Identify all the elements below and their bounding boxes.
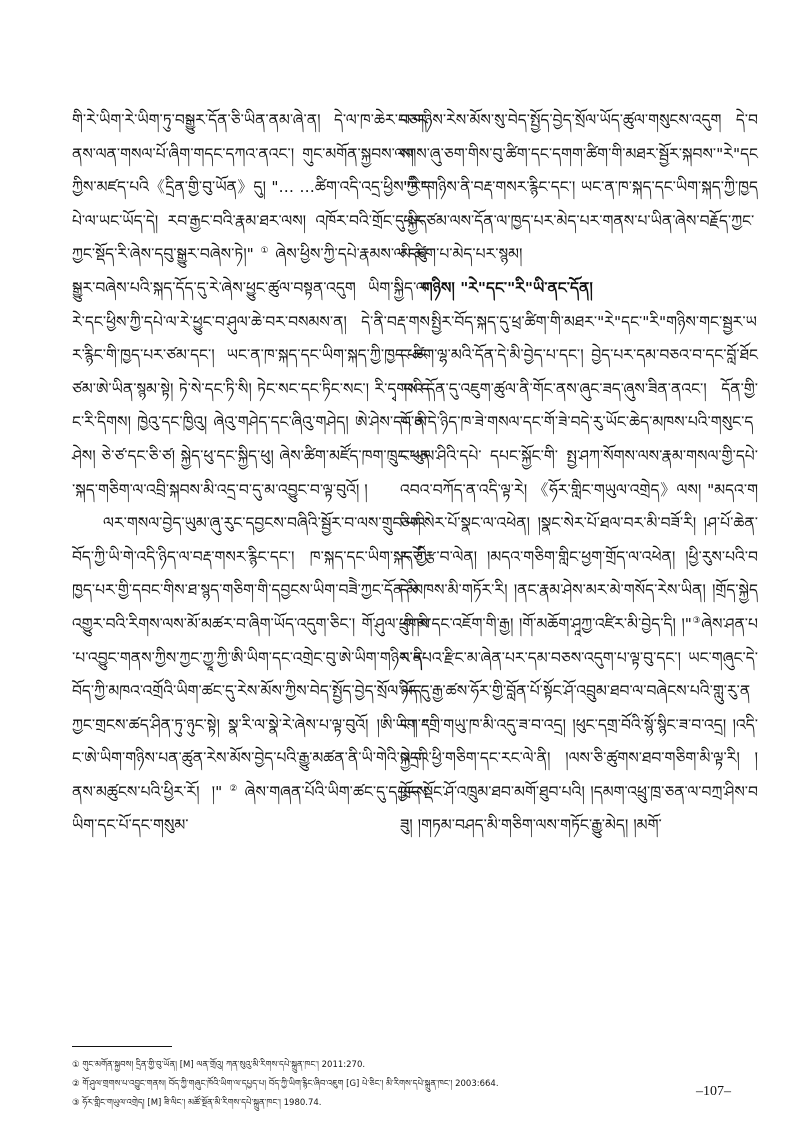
- paragraph-text: པ་གཉིས་རེས་མོས་སུ་བེད་སྤྱོད་བྱེད་སྲོལ་ཡོད་ཚུལ་གསུངས་འདུག དེ་བས། ཞུ་ཅག་གིས་བུ་ཚིག་དང་དགག་ཚིག་གི་མཐར་སྦྱོར་སྐབས་"རེ"དང་"རི"གཉིས་ནི་བརྡ་གསར་རྙིང་དང་། ཡང་ན་ཁ་སྐད་དང་ཡིག་སྐད་ཀྱི་ཁྱད་པར་ཙམ་ལས་དོན་ལ་ཁྱད་པར་མེད་པར་གནས་པ་ཡིན་ཞེས་བརྗོད་ཀྱང་མི་ཚིག་པ་མེད་པར་སྙམ།: [400, 111, 758, 264]
- paragraph-text: ཞེས་ཕྱིས་ཀྱི་དཔེ་རྣམས་ལ་དབུ་སྒྱུར་བཞེས་པའི་སྐད་དོད་དུ་རེ་ཞེས་ཕྱུང་ཚུལ་བསྟན་འདུག ཡིག་སྐྱིད་ལ་རེ་དང་ཕྱིས་ཀྱི་དཔེ་ལ་རེ་ཕྱུང་བ་ཤུལ་ཆེ་བར་བསམས་ན། དེ་ནི་བརྡ་གསར་རྙིང་གི་ཁྱད་པར་ཙམ་དང་། ཡང་ན་ཁ་སྐད་དང་ཡིག་སྐད་ཀྱི་ཁྱད་པར་ཙམ་ཨེ་ཡིན་སྙམ་སྟེ། ཏེ་སེ་དང་ཏི་སི། ཏེང་སང་དང་ཏིང་སང་། རི་དྭགས་དང་རི་དིགས། ཁྱེའུ་དང་ཁྱིའུ། ཞེའུ་གཤེད་དང་ཞིའུ་གཤེད། ཨེ་ཤེས་དང་ཨི་ཤེས། ཅེ་ཙ་དང་ཅི་ཙ། སྐྱེད་ཕུ་དང་སྐྱིད་ཕུ། ཞེས་ཚིག་མཛོད་ཁག་ཁྲུང་ཕན་སྐད་གཅིག་ལ་འབྲི་སྐབས་མི་འདྲ་བ་དུ་མ་འབྱུང་བ་ལྟ་བུའོ། །: [72, 245, 430, 499]
- paragraph: [400, 104, 758, 272]
- paragraph: [72, 104, 430, 507]
- paragraph: [72, 507, 430, 843]
- footnote-marker[interactable]: ①: [253, 246, 276, 257]
- right-column: [400, 104, 758, 843]
- footnote-divider: [72, 1046, 172, 1047]
- section-heading: གཉིས། "རེ"དང་"རི"ཡི་ནང་དོན།: [421, 278, 593, 297]
- footnote-marker[interactable]: ②: [222, 783, 245, 794]
- left-column: [72, 104, 430, 843]
- page-number: –107–: [696, 1084, 731, 1099]
- paragraph-text: གི་རེ་ཡིག་རེ་ཡིག་ཏུ་བསྒྱུར་དོན་ཅི་ཡིན་ནམ་ཞེ་ན། དེ་ལ་ཁ་ཆེར་བཅད་ནས་ལན་གསལ་པོ་ཞིག་གདང་དཀའ་ནའང་། གུང་མགོན་སྐྱབས་ལགས་ཀྱིས་མཛད་པའི《དྲིན་གྱི་བུ་ཡོན》དུ། "… …ཚིག་འདི་འདྲ་ཕྱིས་ཀྱི་དཔེ་ལ་ཡང་ཡོད་དེ། རབ་རྒྱང་བའི་རྣམ་ཐར་ལས། འཁོར་བའི་གྲོང་དུ་སྐྱིད་ཀྱང་སྡོད་རི་ཞེས་དབུ་སྒྱུར་བཞེས་ཏེ།": [72, 111, 430, 264]
- paragraph-text: སྤྱིར་བོད་སྐད་དུ་ཕྲ་ཚིག་གི་མཐར་"རེ"དང་"རི"གཉིས་གང་སྦྱར་ཡང་ཚིག་ལྷ་མའི་དོན་དེ་མི་བྱེད་པ་དང་། བྱེད་པར་དམ་བཅའ་བ་དང་བློ་ཐོང་བའི་དོན་དུ་འཇུག་ཚུལ་ནི་གོང་ནས་ཞུང་ཟད་ཞུས་ཟིན་ནའང་། དོན་གྱི་གོ་ན་དེ་ཉིད་ཁ་ཟེ་གསལ་དང་གོ་ཟེ་བདེ་རུ་ཡོང་ཆེད་མཁས་པའི་གསུང་དང་ཡུལ་ཤིའི་དཔེ་ དཔང་སྐྱོང་གི་ སྤྱ་ཤཀ་སོགས་ལས་རྣམ་གསལ་གྱི་དཔེ་འབའ་བཀོད་ན་འདི་ལྟ་རེ། 《ཧོར་གླིང་གཡུལ་འགྲེད》ལས། "མདའ་གཅིག་སེར་པོ་སྣང་ལ་འཕེན། །སྣང་སེར་པོ་ཐལ་བར་མི་བཟོ་རི། །ཤ་པོ་ཆེན་ར་ཅོ་རྩ་བ་ལེན། །མདའ་གཅིག་གླིང་ཕྱག་གྲོད་ལ་འཕེན། །ཕྱི་རུས་པའི་བདེ་མཁས་མི་གཏོར་རི། །ནང་རྣམ་ཤེས་མར་མེ་གསོད་རེས་ཡིན། །གྲོད་སྐྱེད་གི་མི་དང་འཇོག་གི་རྒྱ། །གོ་མཆོག་ཤཱཀྱ་འཛིར་མི་བྱེད་དི། །": [400, 312, 758, 633]
- footnote-marker[interactable]: ③: [691, 615, 702, 626]
- paragraph-text: ཞེས་ཤན་པར་དཔའ་རྫིང་མ་ཞེན་པར་དམ་བཅས་འདུག་པ་ལྟ་བུ་དང་། ཡང་གཞུང་དེ་ཉིད་དུ་རྒྱ་ཚས་ཧོར་གྱི་བློན་པོ་སྟོང་ཤོ་འབྲུམ་ཐབ་ལ་བཞེངས་པའི་གླུ་རུ་ནང་། "གྲི་གཡུ་ཁ་མི་འདུ་ཟ་བ་འདྲ། །ཕུང་དགྲ་བོའི་སྙོ་སྙིང་ཟ་བ་འདྲ། །འདི་འདྲའི་ཕྱི་གཅིག་དང་རང་ལེ་ནི། །ལས་ཅི་ཚུགས་ཐབ་གཅིག་མི་ལྟ་རི། །ཁྲོད་སྡོང་ཤོ་འཁྲུམ་ཐབ་མགོ་ཐུབ་པའི། །དམག་འཕྲུ་ཁྲ་ཅན་ལ་བཀྲ་ཤིས་བཟུ། །གཏམ་བཤད་མི་གཅིག་ལས་གཏོང་རྒྱུ་མེད། །མགོ་: [400, 614, 758, 835]
- paragraph-text: ཞེས་གཞན་པོའི་ཡིག་ཚང་དུ་དབྱངས་ཡིག་དང་པོ་དང་གསུམ་: [72, 782, 430, 835]
- footnotes: [72, 1056, 732, 1113]
- paragraph-text: ལར་གསལ་བྱེད་ཡུམ་ཞུ་རུང་དབྱངས་བཞིའི་སྦྱོར་བ་ལས་གྲུབ་པའི་བོད་ཀྱི་ཡི་གེ་འདི་ཉིད་ལ་བརྡ་གསར་རྙིང་དང་། ཁ་སྐད་དང་ཡིག་སྐད་ཀྱི་ཁྱད་པར་གྱི་དབང་གིས་ཐ་སྙད་གཅིག་གི་དབྱངས་ཡིག་བཟེེ་ཀྱང་དོན་མི་འགྱུར་བའི་རིགས་ལས་མོ་མཚར་བ་ཞིག་ཡོད་འདུག་ཅིང་། གོ་ཤུལ་ཕྲུགས་པ་འབྱུང་གནས་ཀྱིས་ཀྱང་ཀྱཱ་ཀྱི་ཨི་ཡིག་དང་འགྲེང་བུ་ཨེ་ཡིག་གཉིས་ནི་བོད་ཀྱི་མཁའ་འགྲོའི་ཡིག་ཚང་དུ་རེས་མོས་ཀྱིས་བེད་སྤྱོད་བྱེད་སྲོལ་ཡོད་ཀྱང་གྲངས་ཚད་ཤིན་ཏུ་ཉུང་སྟེ། སྣ་རི་ལ་སྣེ་རེ་ཞེས་པ་ལྟ་བུའོ། །ཨི་ཡིག་དང་ཨེ་ཡིག་གཉིས་པན་ཚུན་རེས་མོས་བྱེད་པའི་རྒྱུ་མཚན་ནི་ཡི་གེའི་སྐྱེ་གནས་མཚུངས་པའི་ཕྱིར་རོ། །": [72, 514, 430, 801]
- paragraph: [400, 306, 758, 844]
- footnote-3: ③ ཧོར་གླིང་གཡུལ་འགྲེད། [M] ཟི་ལིང་། མཚོ་སྔོན་མི་རིགས་དཔེ་སྐྲུན་ཁང་། 1980.74.: [72, 1098, 322, 1108]
- footnote-1: ① གུང་མགོན་སྐྱབས། དྲིན་གྱི་བུ་ཡོན། [M] ལན་གྲོའུ། ཀན་སུའུ་མི་རིགས་དཔེ་སྐྲུན་ཁང་། 2011:270.: [72, 1060, 366, 1070]
- footnote-2: ② གོ་ཤུལ་གྲགས་པ་འབྱུང་གནས། བོད་ཀྱི་གཞུང་ཁོའི་ཡིག་ལ་དཔྱད་པ། བོད་ཀྱི་ཡིག་རྙིང་ཞིབ་འཇུག [G] པེ་ཅིང་། མི་རིགས་དཔེ་སྐྲུན་ཁང་། 2003:664.: [72, 1079, 499, 1089]
